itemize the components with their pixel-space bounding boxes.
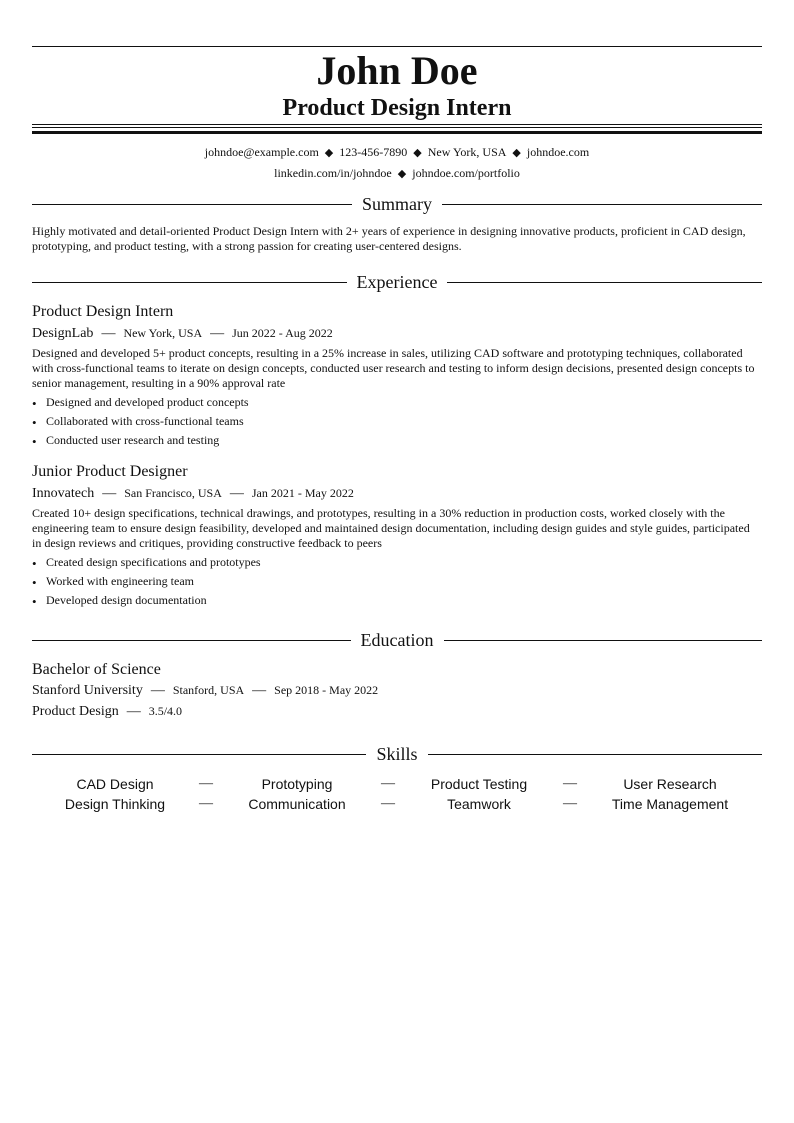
major-name: Product Design	[32, 704, 119, 719]
summary-text: Highly motivated and detail-oriented Product Design Intern with 2+ years of experience in designing innovative products, proficient in CAD design, prototyping, and product testing, with a strong passion for creating user-centered designs.	[32, 224, 746, 253]
portfolio-link[interactable]: johndoe.com/portfolio	[412, 166, 520, 180]
candidate-title: Product Design Intern	[282, 95, 512, 121]
list-item: • Worked with engineering team	[32, 574, 194, 590]
list-item: • Created design specifications and prototypes	[32, 555, 261, 571]
job-dates: Jun 2022 - Aug 2022	[232, 326, 333, 340]
dash-separator: —	[210, 326, 225, 341]
skill-item: Time Management	[611, 796, 729, 812]
candidate-name: John Doe	[316, 48, 478, 93]
dash-separator: —	[101, 326, 116, 341]
experience-heading: Experience	[32, 270, 762, 294]
contact-info	[32, 142, 762, 184]
company-name: Innovatech	[32, 486, 95, 501]
skills-heading: Skills	[32, 742, 762, 766]
experience-item	[32, 462, 762, 610]
dash-separator: —	[150, 683, 165, 698]
list-item: • Collaborated with cross-functional teams	[32, 414, 244, 430]
skills-row	[32, 774, 762, 794]
skill-separator: —	[381, 796, 395, 811]
job-description: Created 10+ design specifications, technical drawings, and prototypes, resulting in a 30% reduction in production costs, worked closely with the engineering team to ensure design feasibility, developed and maintained design documentation, including design guides and style guides, participated in design reviews and critiques, providing constructive feedback to peers	[32, 506, 750, 550]
skill-separator: —	[563, 776, 577, 791]
education-meta	[32, 680, 762, 701]
summary-heading: Summary	[32, 192, 762, 216]
gpa-value: 3.5/4.0	[148, 704, 183, 718]
dash-separator: —	[126, 704, 141, 719]
diamond-icon: ◆	[324, 147, 334, 159]
skill-item: Product Testing	[430, 776, 528, 792]
dash-separator: —	[252, 683, 267, 698]
list-item: • Designed and developed product concepts	[32, 395, 249, 411]
degree-title: Bachelor of Science	[32, 661, 161, 678]
job-description: Designed and developed 5+ product concepts, resulting in a 25% increase in sales, utilizing CAD software and prototyping techniques, collaborated with cross-functional teams to iterate on design concepts, conducted user research and testing to inform design decisions, presented design concepts to senior management, resulting in a 90% approval rate	[32, 346, 755, 390]
resume-page	[32, 46, 762, 814]
diamond-icon: ◆	[397, 168, 407, 180]
skill-item: User Research	[623, 776, 717, 792]
job-title: Junior Product Designer	[32, 463, 188, 480]
email-link[interactable]: johndoe@example.com	[204, 145, 319, 159]
skill-separator: —	[199, 796, 213, 811]
linkedin-link[interactable]: linkedin.com/in/johndoe	[274, 166, 392, 180]
experience-item	[32, 302, 762, 450]
skill-separator: —	[563, 796, 577, 811]
school-location: Stanford, USA	[172, 683, 245, 697]
job-location: New York, USA	[123, 326, 203, 340]
job-title: Product Design Intern	[32, 303, 174, 320]
dash-separator: —	[229, 486, 244, 501]
skill-separator: —	[199, 776, 213, 791]
list-item: • Developed design documentation	[32, 593, 207, 609]
top-rule	[32, 46, 762, 47]
company-name: DesignLab	[32, 326, 94, 341]
skill-item: CAD Design	[76, 776, 154, 792]
job-meta	[32, 483, 762, 504]
job-meta	[32, 323, 762, 344]
dash-separator: —	[102, 486, 117, 501]
phone-number: 123-456-7890	[339, 145, 408, 159]
skill-item: Communication	[248, 796, 346, 812]
skills-grid	[32, 774, 762, 814]
education-heading: Education	[32, 628, 762, 652]
diamond-icon: ◆	[413, 147, 422, 159]
job-bullets	[32, 553, 762, 610]
website-link[interactable]: johndoe.com	[526, 145, 590, 159]
school-name: Stanford University	[32, 683, 143, 698]
skills-row	[32, 794, 762, 814]
skill-item: Design Thinking	[64, 796, 166, 812]
header-divider	[32, 124, 762, 134]
job-location: San Francisco, USA	[124, 486, 222, 500]
skill-separator: —	[381, 776, 395, 791]
list-item: • Conducted user research and testing	[32, 433, 220, 449]
diamond-icon: ◆	[512, 147, 521, 159]
skill-item: Prototyping	[261, 776, 333, 792]
education-dates: Sep 2018 - May 2022	[274, 683, 379, 697]
skill-item: Teamwork	[447, 796, 511, 812]
major-meta	[32, 701, 762, 722]
location-text: New York, USA	[427, 145, 507, 159]
job-bullets	[32, 393, 762, 450]
job-dates: Jan 2021 - May 2022	[251, 486, 354, 500]
